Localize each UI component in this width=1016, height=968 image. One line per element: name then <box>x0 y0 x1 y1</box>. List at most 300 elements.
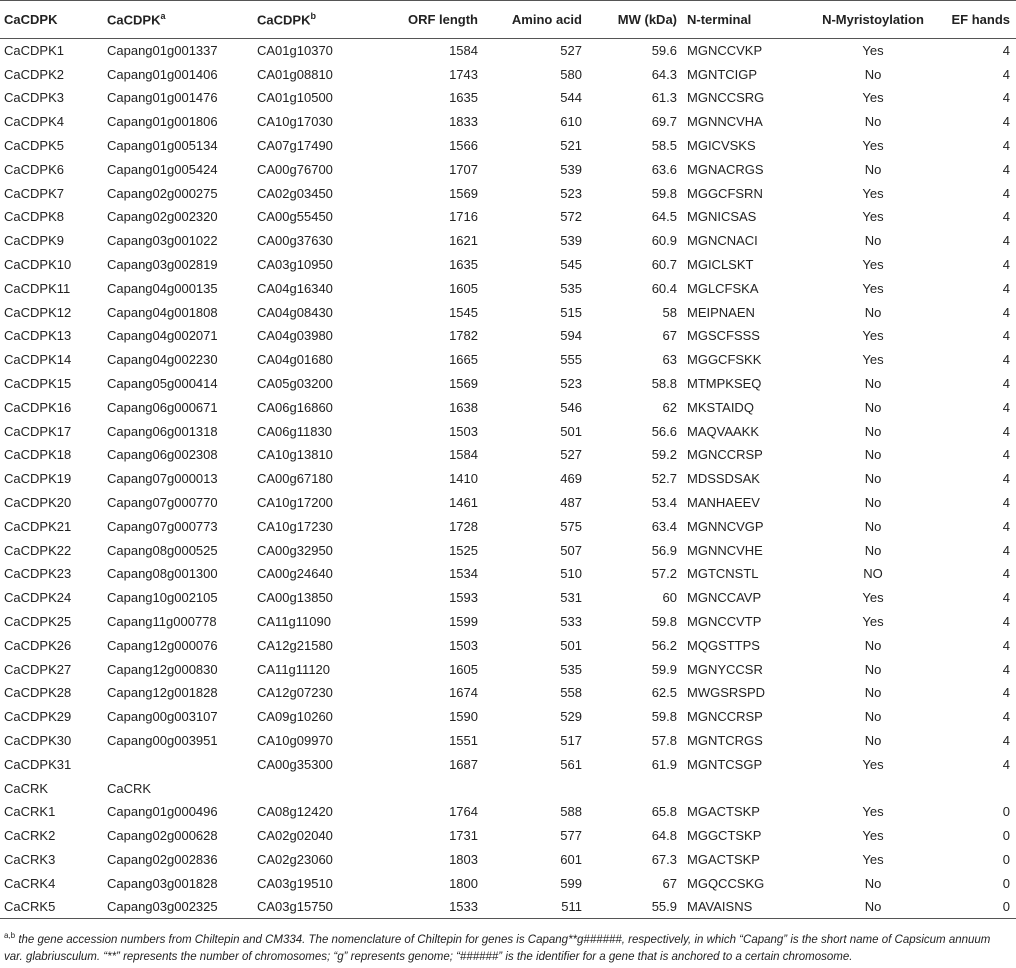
cell-chiltepin-id: Capang02g002320 <box>107 209 218 225</box>
cell-cm334-id: CA08g12420 <box>257 804 333 820</box>
cell-n-myristoylation: No <box>864 114 882 130</box>
cell-n-terminal: MTMPKSEQ <box>687 376 762 392</box>
cell-gene-name: CaCDPK10 <box>4 257 72 273</box>
cell-n-terminal: MQGSTTPS <box>687 637 760 653</box>
cell-n-terminal: MGNICSAS <box>687 209 757 225</box>
cell-gene-name: CaCDPK29 <box>4 709 72 725</box>
cell-orf-length: 1534 <box>449 566 478 582</box>
cell-chiltepin-id: Capang00g003951 <box>107 733 218 748</box>
cell-n-terminal: MGGCFSRN <box>687 185 763 201</box>
cell-gene-name: CaCDPK23 <box>4 566 72 582</box>
cell-cm334-id: CA02g03450 <box>257 185 333 201</box>
cell-n-terminal: MGNCNACI <box>687 233 758 249</box>
cell-chiltepin-id: Capang01g001337 <box>107 43 218 59</box>
cell-n-terminal: MGNCCVKP <box>687 43 763 59</box>
cell-cm334-id <box>253 776 364 800</box>
cell-mw-kda: 60.7 <box>651 257 677 273</box>
cell-amino-acid: 539 <box>560 161 582 177</box>
cell-mw-kda: 62.5 <box>651 685 677 701</box>
cell-chiltepin-id: Capang02g000275 <box>107 185 218 201</box>
cell-orf-length: 1533 <box>364 895 484 919</box>
column-header-amino-acid <box>484 1 588 39</box>
cell-orf-length <box>364 776 484 800</box>
table-row <box>0 800 1016 824</box>
cell-n-myristoylation: No <box>864 471 882 487</box>
cell-ef-hands: 4 <box>1002 233 1010 249</box>
cell-gene-name: CaCRK3 <box>4 851 56 867</box>
cell-chiltepin-id: Capang04g002071 <box>107 328 218 344</box>
cell-ef-hands: 4 <box>1002 637 1010 653</box>
cell-cm334-id: CA01g10370 <box>257 43 333 59</box>
cell-orf-length: 1525 <box>449 542 478 558</box>
cell-orf-length: 1638 <box>449 399 478 415</box>
cell-mw-kda: 56.9 <box>651 542 677 558</box>
cell-ef-hands: 4 <box>1002 423 1010 439</box>
cell-n-terminal: MGNCCRSP <box>687 447 763 463</box>
cell-chiltepin-id: Capang03g001828 <box>107 875 218 891</box>
cell-cm334-id: CA06g16860 <box>257 399 333 415</box>
cell-n-terminal: MGSCFSSS <box>687 328 760 344</box>
table-row <box>0 395 1016 419</box>
cell-ef-hands: 4 <box>1002 304 1010 320</box>
cell-amino-acid: 523 <box>560 376 582 392</box>
cell-amino-acid: 515 <box>560 304 582 320</box>
cell-gene-name: CaCDPK19 <box>4 471 72 487</box>
column-header-label: N-Myristoylation <box>822 12 924 27</box>
cell-n-terminal: MAVAISNS <box>683 895 809 919</box>
table-row <box>0 205 1016 229</box>
cell-gene-name: CaCDPK28 <box>4 685 72 701</box>
cell-amino-acid: 501 <box>560 637 582 653</box>
cell-mw-kda: 64.3 <box>651 66 677 82</box>
table-row <box>0 324 1016 348</box>
cell-gene-name: CaCDPK3 <box>4 90 64 106</box>
cell-orf-length: 1584 <box>449 43 478 59</box>
cell-cm334-id: CA00g55450 <box>257 209 333 225</box>
cell-chiltepin-id: Capang01g005424 <box>107 161 218 177</box>
table-row <box>0 610 1016 634</box>
cell-cm334-id: CA04g16340 <box>257 280 333 296</box>
cell-n-myristoylation: No <box>864 495 882 511</box>
table-row <box>0 824 1016 848</box>
table-row <box>0 419 1016 443</box>
cell-mw-kda: 53.4 <box>651 495 677 511</box>
cell-orf-length: 1782 <box>449 328 478 344</box>
cell-orf-length: 1687 <box>449 756 478 772</box>
cell-cm334-id: CA09g10260 <box>257 709 333 725</box>
cell-orf-length: 1584 <box>449 447 478 463</box>
cell-chiltepin-id: Capang12g001828 <box>107 685 218 701</box>
table-row <box>0 39 1016 63</box>
cell-gene-name: CaCRK2 <box>4 828 56 844</box>
cell-amino-acid: 561 <box>560 756 582 772</box>
cell-amino-acid: 558 <box>560 685 582 701</box>
cell-chiltepin-id <box>103 752 253 776</box>
cell-n-myristoylation: No <box>864 709 882 725</box>
cell-mw-kda: 69.7 <box>651 114 677 130</box>
cell-n-myristoylation: Yes <box>862 614 884 630</box>
cell-n-myristoylation: No <box>864 376 882 392</box>
cell-gene-name: CaCDPK5 <box>4 138 64 154</box>
cell-amino-acid: 575 <box>560 518 582 534</box>
cell-ef-hands: 4 <box>1002 352 1010 368</box>
cell-mw-kda: 56.6 <box>651 423 677 439</box>
cell-cm334-id: CA00g32950 <box>257 542 333 558</box>
cell-amino-acid: 469 <box>560 471 582 487</box>
cell-mw-kda: 67 <box>662 875 677 891</box>
cell-amino-acid: 601 <box>560 851 582 867</box>
cell-amino-acid: 544 <box>560 90 582 106</box>
cell-ef-hands <box>937 776 1016 800</box>
cell-amino-acid: 535 <box>560 661 582 677</box>
cell-n-myristoylation: No <box>864 399 882 415</box>
cell-gene-name: CaCDPK31 <box>4 756 72 772</box>
cell-orf-length: 1635 <box>449 90 478 106</box>
cell-amino-acid: 510 <box>560 566 582 582</box>
cell-orf-length: 1764 <box>449 804 478 820</box>
table-row <box>0 181 1016 205</box>
table-row <box>0 62 1016 86</box>
cell-orf-length: 1461 <box>449 495 478 511</box>
cell-orf-length: 1707 <box>449 161 478 177</box>
cell-n-myristoylation: Yes <box>862 43 884 59</box>
cell-gene-name: CaCDPK30 <box>4 733 72 748</box>
cell-gene-name: CaCDPK25 <box>4 614 72 630</box>
cell-mw-kda: 52.7 <box>651 471 677 487</box>
cell-n-terminal: MGNTCRGS <box>687 733 763 748</box>
table-row <box>0 657 1016 681</box>
cell-n-myristoylation: No <box>864 637 882 653</box>
cell-n-terminal: MGTCNSTL <box>687 566 759 582</box>
cell-n-terminal: MAQVAAKK <box>687 423 760 439</box>
cell-mw-kda: 59.8 <box>651 614 677 630</box>
cell-cm334-id: CA12g07230 <box>257 685 333 701</box>
cell-mw-kda: 60.9 <box>651 233 677 249</box>
cell-chiltepin-id: Capang02g000628 <box>107 828 218 844</box>
table-row <box>0 776 1016 800</box>
cell-n-terminal: MGNYCCSR <box>687 661 763 677</box>
cell-mw-kda: 55.9 <box>588 895 683 919</box>
cell-cm334-id: CA03g10950 <box>257 257 333 273</box>
cell-amino-acid: 588 <box>560 804 582 820</box>
cell-n-terminal: MGNCCSRG <box>687 90 765 106</box>
cell-n-terminal: MGNACRGS <box>687 161 764 177</box>
cell-amino-acid: 529 <box>560 709 582 725</box>
cell-n-terminal: MGLCFSKA <box>687 280 759 296</box>
cell-n-terminal: MEIPNAEN <box>687 304 755 320</box>
cell-mw-kda: 63 <box>662 352 677 368</box>
header-row <box>0 1 1016 39</box>
cell-orf-length: 1803 <box>449 851 478 867</box>
table-row <box>0 229 1016 253</box>
cell-amino-acid: 533 <box>560 614 582 630</box>
column-header-label: ORF length <box>407 12 478 27</box>
cell-n-terminal: MDSSDSAK <box>687 471 760 487</box>
cell-gene-name: CaCDPK17 <box>4 423 72 439</box>
cell-gene-name: CaCDPK2 <box>4 66 64 82</box>
cell-cm334-id: CA00g13850 <box>257 590 333 606</box>
column-header-n-myristoylation <box>809 1 937 39</box>
cell-ef-hands: 4 <box>1002 447 1010 463</box>
cell-n-myristoylation: Yes <box>862 804 884 820</box>
cell-n-myristoylation: No <box>864 875 882 891</box>
cell-orf-length: 1569 <box>449 185 478 201</box>
table-row <box>0 86 1016 110</box>
cell-n-terminal: MGNTCSGP <box>687 756 763 772</box>
cell-cm334-id: CA04g03980 <box>257 328 333 344</box>
cell-ef-hands: 4 <box>1002 756 1010 772</box>
cell-mw-kda: 59.8 <box>651 709 677 725</box>
cell-ef-hands: 4 <box>1002 114 1010 130</box>
cell-orf-length: 1621 <box>449 233 478 249</box>
cell-n-terminal <box>683 776 809 800</box>
cell-chiltepin-id: Capang01g000496 <box>107 804 218 820</box>
cell-ef-hands: 0 <box>1002 875 1010 891</box>
column-header-superscript: a <box>160 11 166 22</box>
cell-amino-acid: 507 <box>560 542 582 558</box>
cell-chiltepin-id: Capang02g002836 <box>107 851 218 867</box>
table-body <box>0 39 1016 919</box>
cell-n-myristoylation: Yes <box>862 209 884 225</box>
cell-cm334-id: CA03g15750 <box>253 895 364 919</box>
cell-cm334-id: CA10g17030 <box>257 114 333 130</box>
cell-ef-hands: 4 <box>1002 209 1010 225</box>
cell-n-myristoylation: No <box>864 447 882 463</box>
cell-cm334-id: CA00g37630 <box>257 233 333 249</box>
cell-cm334-id: CA00g67180 <box>257 471 333 487</box>
cell-cm334-id: CA10g17230 <box>257 518 333 534</box>
cell-mw-kda: 60 <box>662 590 677 606</box>
cell-n-terminal: MGGCFSKK <box>687 352 762 368</box>
cell-n-terminal: MGQCCSKG <box>687 875 765 891</box>
cell-chiltepin-id: Capang01g001476 <box>107 90 218 106</box>
cell-ef-hands: 4 <box>1002 709 1010 725</box>
column-header-n-terminal <box>683 1 809 39</box>
column-header-label: N-terminal <box>687 12 752 27</box>
cell-n-myristoylation: No <box>864 233 882 249</box>
cell-orf-length: 1545 <box>449 304 478 320</box>
column-header-orf-length <box>364 1 484 39</box>
cell-amino-acid: 501 <box>560 423 582 439</box>
cell-gene-name: CaCDPK8 <box>4 209 64 225</box>
table-row <box>0 681 1016 705</box>
table-footnote <box>4 927 1012 966</box>
cell-cm334-id: CA02g23060 <box>257 851 333 867</box>
table-row <box>0 562 1016 586</box>
cell-gene-name: CaCDPK26 <box>4 637 72 653</box>
cell-chiltepin-id: Capang12g000076 <box>107 637 218 653</box>
cell-gene-name: CaCDPK18 <box>4 447 72 463</box>
cell-amino-acid: 517 <box>560 733 582 748</box>
column-header-label: MW (kDa) <box>617 12 677 27</box>
cell-mw-kda: 57.8 <box>651 733 677 748</box>
column-header-label: CaCDPK <box>4 12 58 27</box>
cell-ef-hands: 4 <box>1002 399 1010 415</box>
cell-orf-length: 1569 <box>449 376 478 392</box>
cell-orf-length: 1728 <box>449 518 478 534</box>
cell-mw-kda: 64.5 <box>651 209 677 225</box>
cell-chiltepin-id: Capang06g002308 <box>107 447 218 463</box>
cell-amino-acid: 572 <box>560 209 582 225</box>
cell-orf-length: 1605 <box>449 661 478 677</box>
cell-chiltepin-id: Capang03g002819 <box>107 257 218 273</box>
cell-mw-kda: 61.3 <box>651 90 677 106</box>
cell-amino-acid: 511 <box>484 895 588 919</box>
table-row <box>0 586 1016 610</box>
cell-cm334-id: CA04g01680 <box>257 352 333 368</box>
cell-ef-hands: 4 <box>1002 161 1010 177</box>
cell-chiltepin-id: Capang00g003107 <box>107 709 218 725</box>
cell-gene-name: CaCDPK12 <box>4 304 72 320</box>
cell-n-myristoylation: Yes <box>862 828 884 844</box>
cell-ef-hands: 4 <box>1002 590 1010 606</box>
cell-orf-length: 1599 <box>449 614 478 630</box>
cell-mw-kda: 58.8 <box>651 376 677 392</box>
cell-chiltepin-id: Capang05g000414 <box>107 376 218 392</box>
cell-n-myristoylation: No <box>864 304 882 320</box>
column-header-superscript: b <box>310 11 316 22</box>
cell-gene-name: CaCDPK13 <box>4 328 72 344</box>
cell-n-terminal: MANHAEEV <box>687 495 760 511</box>
cell-gene-name: CaCRK1 <box>4 804 56 820</box>
cell-amino-acid: 599 <box>560 875 582 891</box>
cell-cm334-id: CA00g76700 <box>257 161 333 177</box>
cell-amino-acid: 535 <box>560 280 582 296</box>
cell-amino-acid: 545 <box>560 257 582 273</box>
cell-gene-name: CaCDPK14 <box>4 352 72 368</box>
cell-amino-acid: 523 <box>560 185 582 201</box>
cell-orf-length: 1410 <box>449 471 478 487</box>
cell-cm334-id: CA00g24640 <box>257 566 333 582</box>
table-row <box>0 752 1016 776</box>
cell-n-myristoylation: Yes <box>862 138 884 154</box>
cell-chiltepin-id: Capang10g002105 <box>107 590 218 606</box>
cell-ef-hands: 4 <box>1002 185 1010 201</box>
cell-n-myristoylation: Yes <box>862 90 884 106</box>
cell-cm334-id: CA04g08430 <box>257 304 333 320</box>
cell-n-myristoylation: Yes <box>862 352 884 368</box>
cell-gene-name: CaCDPK16 <box>4 399 72 415</box>
cell-amino-acid: 487 <box>560 495 582 511</box>
cell-orf-length: 1551 <box>449 733 478 748</box>
cell-ef-hands: 4 <box>1002 90 1010 106</box>
column-header-ef-hands <box>937 1 1016 39</box>
cell-n-myristoylation <box>809 776 937 800</box>
cell-chiltepin-id: CaCRK <box>107 780 152 796</box>
cell-mw-kda: 60.4 <box>651 280 677 296</box>
cell-n-myristoylation: Yes <box>862 185 884 201</box>
cell-cm334-id: CA07g17490 <box>257 138 333 154</box>
cell-mw-kda: 57.2 <box>651 566 677 582</box>
cell-mw-kda: 59.6 <box>651 43 677 59</box>
cell-n-terminal: MGACTSKP <box>687 851 760 867</box>
cell-chiltepin-id: Capang06g001318 <box>107 423 218 439</box>
cell-cm334-id: CA12g21580 <box>257 637 333 653</box>
cell-n-myristoylation: Yes <box>862 280 884 296</box>
table-row <box>0 871 1016 895</box>
cell-cm334-id: CA06g11830 <box>257 423 332 439</box>
cell-n-myristoylation: No <box>809 895 937 919</box>
table-row <box>0 491 1016 515</box>
cell-amino-acid: 531 <box>560 590 582 606</box>
cell-mw-kda: 67 <box>662 328 677 344</box>
cell-ef-hands: 4 <box>1002 518 1010 534</box>
cell-chiltepin-id: Capang08g000525 <box>107 542 218 558</box>
cell-gene-name: CaCDPK15 <box>4 376 72 392</box>
table-row <box>0 848 1016 872</box>
cell-n-terminal: MWGSRSPD <box>687 685 765 701</box>
cell-n-myristoylation: Yes <box>862 756 884 772</box>
cell-cm334-id: CA10g13810 <box>257 447 333 463</box>
cell-mw-kda: 58.5 <box>651 138 677 154</box>
cell-ef-hands: 4 <box>1002 733 1010 748</box>
cell-ef-hands: 0 <box>1002 851 1010 867</box>
table-row <box>0 514 1016 538</box>
cell-n-myristoylation: No <box>864 518 882 534</box>
cell-mw-kda: 58 <box>662 304 677 320</box>
table-row <box>0 705 1016 729</box>
cell-ef-hands: 4 <box>1002 471 1010 487</box>
cell-orf-length: 1716 <box>449 209 478 225</box>
cell-orf-length: 1566 <box>449 138 478 154</box>
cell-amino-acid: 527 <box>560 43 582 59</box>
cell-chiltepin-id: Capang04g000135 <box>107 280 218 296</box>
table-row <box>0 443 1016 467</box>
table-row <box>0 300 1016 324</box>
cell-chiltepin-id: Capang01g001406 <box>107 66 218 82</box>
cell-n-terminal: MGNCCAVP <box>687 590 762 606</box>
cell-ef-hands: 0 <box>1002 828 1010 844</box>
cell-cm334-id: CA10g17200 <box>257 495 333 511</box>
cell-orf-length: 1635 <box>449 257 478 273</box>
table-row <box>0 110 1016 134</box>
cell-ef-hands: 4 <box>1002 43 1010 59</box>
cell-n-myristoylation: Yes <box>862 328 884 344</box>
cell-cm334-id: CA03g19510 <box>257 875 333 891</box>
cell-cm334-id: CA00g35300 <box>257 756 333 772</box>
cell-ef-hands: 4 <box>1002 566 1010 582</box>
cell-n-myristoylation: No <box>864 685 882 701</box>
column-header-label: Amino acid <box>511 12 582 27</box>
cell-orf-length: 1590 <box>449 709 478 725</box>
cell-amino-acid: 539 <box>560 233 582 249</box>
table-row <box>0 348 1016 372</box>
cell-n-myristoylation: No <box>864 542 882 558</box>
cell-gene-name: CaCRK5 <box>0 895 103 919</box>
cell-cm334-id: CA01g10500 <box>257 90 333 106</box>
cell-orf-length: 1665 <box>449 352 478 368</box>
cell-n-myristoylation: Yes <box>862 851 884 867</box>
cell-amino-acid: 521 <box>560 138 582 154</box>
cell-n-myristoylation: Yes <box>862 257 884 273</box>
table-row <box>0 276 1016 300</box>
column-header-gene-name <box>0 1 103 39</box>
cell-ef-hands: 4 <box>1002 66 1010 82</box>
cell-n-myristoylation: No <box>864 423 882 439</box>
column-header-mw-kda <box>588 1 683 39</box>
cell-n-terminal: MGGCTSKP <box>687 828 762 844</box>
cell-gene-name: CaCRK <box>4 780 49 796</box>
cell-chiltepin-id: Capang11g000778 <box>107 614 217 630</box>
footnote-marker: a,b <box>4 931 16 940</box>
cell-ef-hands: 4 <box>1002 661 1010 677</box>
cell-mw-kda: 64.8 <box>651 828 677 844</box>
table-row <box>0 895 1016 919</box>
cell-mw-kda: 63.4 <box>651 518 677 534</box>
cell-chiltepin-id: Capang01g001806 <box>107 114 218 130</box>
cell-orf-length: 1800 <box>449 875 478 891</box>
cell-mw-kda: 59.8 <box>651 185 677 201</box>
